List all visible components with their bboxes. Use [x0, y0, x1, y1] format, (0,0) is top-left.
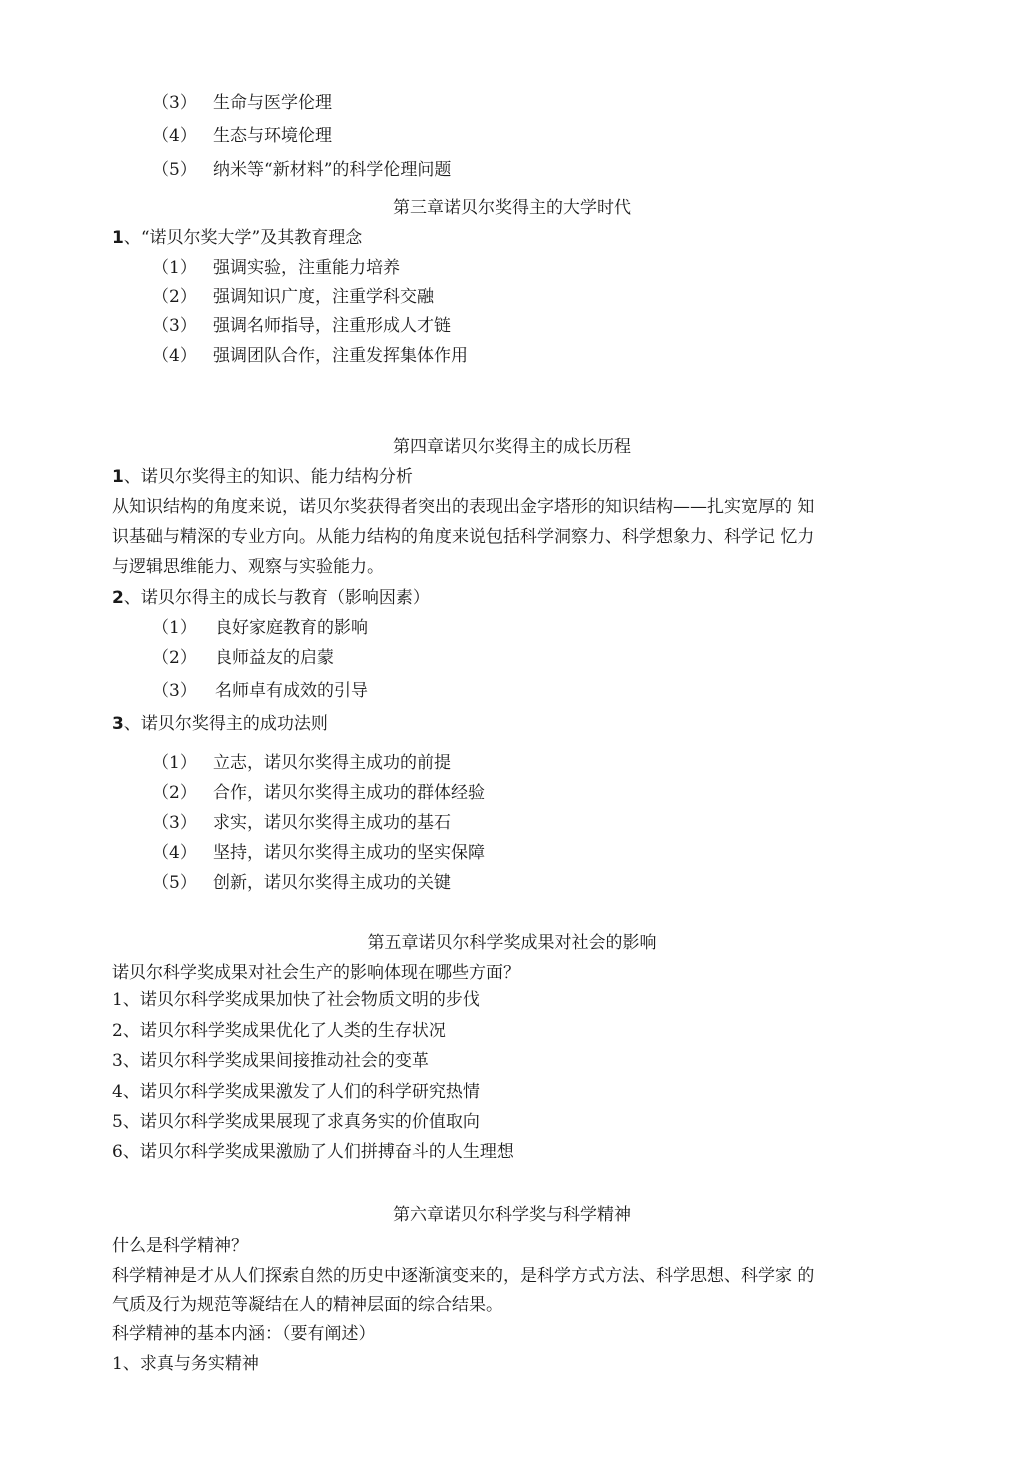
item-number: （1） [152, 258, 197, 278]
heading-text: 、诺贝尔奖得主的成功法则 [123, 714, 328, 734]
item-number: （2） [152, 783, 197, 803]
item-number: （2） [152, 648, 197, 668]
item-number: （5） [152, 873, 197, 893]
item-text: 强调实验，注重能力培养 [213, 258, 400, 278]
paragraph-line: 气质及行为规范等凝结在人的精神层面的综合结果。 [112, 1295, 503, 1315]
item-number: （3） [152, 813, 197, 833]
list-item: 6、诺贝尔科学奖成果激励了人们拼搏奋斗的人生理想 [112, 1142, 514, 1162]
heading-number: 3 [112, 714, 124, 734]
chapter-5-title: 第五章诺贝尔科学奖成果对社会的影响 [367, 933, 657, 953]
item-number: （3） [152, 681, 197, 701]
item-text: 良师益友的启蒙 [215, 648, 334, 668]
list-item: 1、诺贝尔科学奖成果加快了社会物质文明的步伐 [112, 990, 480, 1010]
chapter-4-title: 第四章诺贝尔奖得主的成长历程 [393, 437, 631, 457]
heading-number: 2 [112, 588, 124, 608]
item-number: （2） [152, 287, 197, 307]
item-text: 强调团队合作，注重发挥集体作用 [213, 346, 468, 366]
item-number: （1） [152, 618, 197, 638]
list-item: 1、求真与务实精神 [112, 1354, 259, 1374]
item-text: 良好家庭教育的影响 [215, 618, 368, 638]
paragraph-line: 科学精神是才从人们探索自然的历史中逐渐演变来的，是科学方式方法、科学思想、科学家 的 [112, 1266, 815, 1286]
list-item: 2、诺贝尔科学奖成果优化了人类的生存状况 [112, 1021, 446, 1041]
section-heading [112, 230, 362, 247]
item-number: （4） [152, 346, 197, 366]
item-text: 坚持，诺贝尔奖得主成功的坚实保障 [213, 843, 485, 863]
item-number: （5） [152, 160, 197, 180]
heading-number: 1 [112, 228, 124, 248]
item-text: 纳米等“新材料”的科学伦理问题 [213, 160, 452, 180]
section-heading [112, 716, 328, 733]
paragraph-line: 识基础与精深的专业方向。从能力结构的角度来说包括科学洞察力、科学想象力、科学记 忆力 [112, 527, 815, 547]
section-heading [112, 590, 430, 607]
chapter-3-title: 第三章诺贝尔奖得主的大学时代 [393, 198, 631, 218]
item-text: 创新，诺贝尔奖得主成功的关键 [213, 873, 451, 893]
list-item: 3、诺贝尔科学奖成果间接推动社会的变革 [112, 1051, 429, 1071]
heading-number: 1 [112, 467, 124, 487]
heading-text: 、诺贝尔得主的成长与教育（影响因素） [123, 588, 430, 608]
list-item: 5、诺贝尔科学奖成果展现了求真务实的价值取向 [112, 1112, 480, 1132]
basic-meaning-heading: 科学精神的基本内涵：（要有阐述） [112, 1324, 376, 1344]
item-text: 立志，诺贝尔奖得主成功的前提 [213, 753, 451, 773]
item-text: 生命与医学伦理 [213, 93, 332, 113]
section-heading [112, 469, 413, 486]
question: 什么是科学精神？ [112, 1236, 248, 1256]
item-number: （4） [152, 843, 197, 863]
item-text: 求实，诺贝尔奖得主成功的基石 [213, 813, 451, 833]
paragraph-line: 与逻辑思维能力、观察与实验能力。 [112, 557, 384, 577]
list-item: 4、诺贝尔科学奖成果激发了人们的科学研究热情 [112, 1082, 480, 1102]
item-number: （4） [152, 126, 197, 146]
paragraph-line: 从知识结构的角度来说，诺贝尔奖获得者突出的表现出金字塔形的知识结构——扎实宽厚的 知 [112, 497, 815, 517]
item-text: 生态与环境伦理 [213, 126, 332, 146]
item-text: 强调名师指导，注重形成人才链 [213, 316, 451, 336]
item-number: （3） [152, 93, 197, 113]
item-text: 名师卓有成效的引导 [215, 681, 368, 701]
heading-text: 、“诺贝尔奖大学”及其教育理念 [123, 228, 363, 248]
heading-text: 、诺贝尔奖得主的知识、能力结构分析 [123, 467, 413, 487]
item-number: （3） [152, 316, 197, 336]
item-number: （1） [152, 753, 197, 773]
chapter-6-title: 第六章诺贝尔科学奖与科学精神 [393, 1205, 631, 1225]
item-text: 强调知识广度，注重学科交融 [213, 287, 434, 307]
question: 诺贝尔科学奖成果对社会生产的影响体现在哪些方面？ [112, 963, 520, 983]
item-text: 合作，诺贝尔奖得主成功的群体经验 [213, 783, 485, 803]
